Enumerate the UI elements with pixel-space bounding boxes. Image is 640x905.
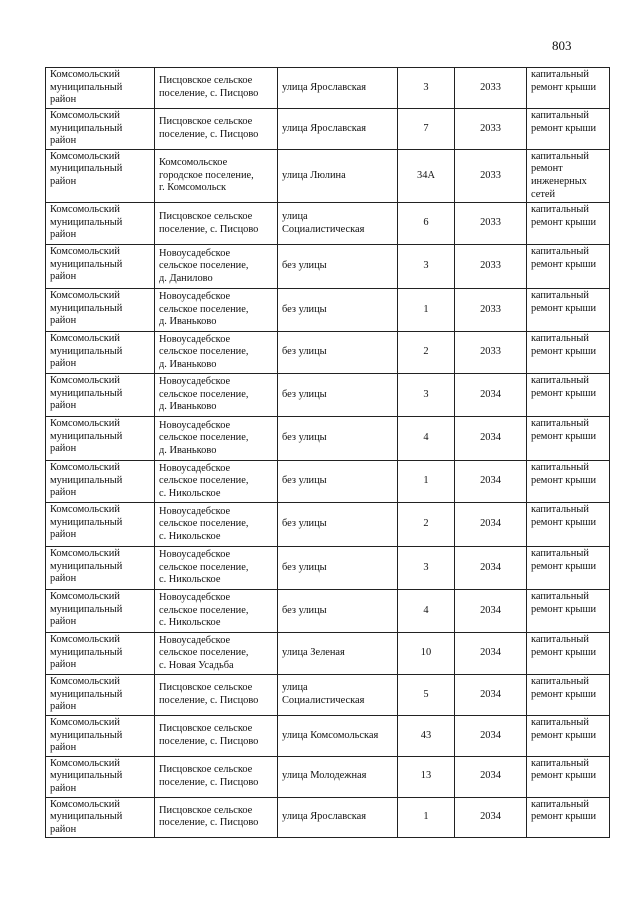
year-cell (455, 149, 527, 202)
street-cell (278, 461, 398, 503)
work-type-cell-text: капитальный ремонт крыши (531, 333, 597, 357)
year-cell-text: 2034 (480, 518, 501, 530)
street-cell (278, 109, 398, 150)
work-type-cell-text: капитальный ремонт крыши (531, 634, 597, 658)
year-cell (455, 590, 527, 633)
year-cell-text: 2033 (480, 169, 501, 181)
district-cell (46, 374, 155, 417)
house-number-cell-text: 2 (423, 518, 429, 530)
work-type-cell-text: капитальный ремонт крыши (531, 110, 597, 134)
house-number-cell (398, 417, 455, 461)
year-cell (455, 332, 527, 374)
settlement-cell (155, 756, 278, 797)
year-cell (455, 289, 527, 332)
settlement-cell (155, 289, 278, 332)
settlement-cell-text: Новоусадебское сельское поселение, с. Никольское (159, 505, 249, 542)
house-number-cell-text: 2 (423, 346, 429, 358)
work-type-cell (527, 149, 610, 202)
table-row (46, 203, 610, 245)
year-cell-text: 2033 (480, 346, 501, 358)
work-type-cell (527, 715, 610, 756)
district-cell-text: Комсомольский муниципальный район (50, 418, 123, 455)
settlement-cell-text: Писцовское сельское поселение, с. Писцово (159, 75, 259, 99)
street-cell-text: улица Ярославская (282, 122, 366, 134)
work-type-cell (527, 590, 610, 633)
street-cell (278, 149, 398, 202)
year-cell (455, 633, 527, 675)
district-cell (46, 68, 155, 109)
district-cell (46, 715, 155, 756)
street-cell (278, 756, 398, 797)
year-cell (455, 797, 527, 838)
district-cell (46, 417, 155, 461)
settlement-cell (155, 797, 278, 838)
street-cell-text: без улицы (282, 518, 327, 530)
settlement-cell (155, 109, 278, 150)
house-number-cell-text: 10 (420, 647, 432, 659)
work-type-cell (527, 797, 610, 838)
house-number-cell (398, 245, 455, 289)
house-number-cell-text: 5 (423, 688, 429, 700)
settlement-cell (155, 245, 278, 289)
street-cell (278, 417, 398, 461)
district-cell (46, 461, 155, 503)
year-cell-text: 2033 (480, 122, 501, 134)
work-type-cell (527, 203, 610, 245)
house-number-cell-text: 3 (423, 388, 429, 400)
year-cell-text: 2034 (480, 688, 501, 700)
settlement-cell-text: Писцовское сельское поселение, с. Писцово (159, 764, 259, 788)
house-number-cell (398, 374, 455, 417)
table-row (46, 332, 610, 374)
street-cell-text: без улицы (282, 346, 327, 358)
year-cell-text: 2034 (480, 432, 501, 444)
house-number-cell-text: 3 (423, 81, 429, 93)
district-cell-text: Комсомольский муниципальный район (50, 757, 123, 794)
district-cell (46, 756, 155, 797)
street-cell-text: без улицы (282, 388, 327, 400)
street-cell (278, 797, 398, 838)
table-row (46, 149, 610, 202)
year-cell (455, 675, 527, 716)
district-cell-text: Комсомольский муниципальный район (50, 69, 123, 106)
page-number: 803 (552, 38, 572, 53)
year-cell (455, 461, 527, 503)
street-cell-text: улица Ярославская (282, 811, 366, 823)
work-type-cell (527, 68, 610, 109)
work-type-cell-text: капитальный ремонт крыши (531, 418, 597, 442)
street-cell (278, 503, 398, 547)
work-type-cell-text: капитальный ремонт крыши (531, 246, 597, 270)
district-cell (46, 203, 155, 245)
house-number-cell (398, 797, 455, 838)
year-cell-text: 2033 (480, 303, 501, 315)
table-row (46, 461, 610, 503)
street-cell-text: улица Социалистическая (282, 211, 365, 235)
year-cell (455, 547, 527, 590)
district-cell (46, 289, 155, 332)
street-cell (278, 715, 398, 756)
year-cell (455, 715, 527, 756)
table-row (46, 289, 610, 332)
street-cell-text: улица Молодежная (282, 770, 367, 782)
housing-repair-table (45, 67, 610, 838)
district-cell-text: Комсомольский муниципальный район (50, 591, 123, 628)
district-cell-text: Комсомольский муниципальный район (50, 204, 123, 241)
settlement-cell-text: Новоусадебское сельское поселение, д. Данилово (159, 247, 249, 284)
settlement-cell-text: Новоусадебское сельское поселение, д. Иваньково (159, 376, 249, 413)
table-row (46, 756, 610, 797)
year-cell (455, 374, 527, 417)
work-type-cell (527, 461, 610, 503)
table-row (46, 109, 610, 150)
work-type-cell (527, 417, 610, 461)
work-type-cell-text: капитальный ремонт крыши (531, 462, 597, 486)
table-row (46, 590, 610, 633)
house-number-cell (398, 547, 455, 590)
settlement-cell (155, 461, 278, 503)
settlement-cell-text: Новоусадебское сельское поселение, с. Никольское (159, 592, 249, 629)
district-cell-text: Комсомольский муниципальный район (50, 333, 123, 370)
table-row (46, 797, 610, 838)
district-cell (46, 109, 155, 150)
year-cell-text: 2034 (480, 770, 501, 782)
district-cell-text: Комсомольский муниципальный район (50, 375, 123, 412)
table-row (46, 547, 610, 590)
year-cell (455, 245, 527, 289)
house-number-cell (398, 68, 455, 109)
work-type-cell-text: капитальный ремонт крыши (531, 204, 597, 228)
district-cell-text: Комсомольский муниципальный район (50, 548, 123, 585)
year-cell-text: 2034 (480, 647, 501, 659)
street-cell-text: улица Люлина (282, 169, 346, 181)
year-cell-text: 2033 (480, 81, 501, 93)
year-cell (455, 503, 527, 547)
year-cell-text: 2033 (480, 260, 501, 272)
year-cell-text: 2034 (480, 729, 501, 741)
table-body (46, 68, 610, 838)
house-number-cell-text: 4 (423, 432, 429, 444)
street-cell (278, 590, 398, 633)
house-number-cell (398, 289, 455, 332)
district-cell-text: Комсомольский муниципальный район (50, 716, 123, 754)
house-number-cell-text: 1 (423, 475, 429, 487)
house-number-cell (398, 461, 455, 503)
district-cell-text: Комсомольский муниципальный район (50, 150, 123, 187)
table-row (46, 417, 610, 461)
settlement-cell-text: Комсомольское городское поселение, г. Комсомольск (159, 157, 254, 194)
work-type-cell (527, 374, 610, 417)
work-type-cell (527, 633, 610, 675)
work-type-cell-text: капитальный ремонт крыши (531, 548, 597, 572)
district-cell-text: Комсомольский муниципальный район (50, 246, 123, 283)
year-cell (455, 417, 527, 461)
street-cell-text: без улицы (282, 561, 327, 573)
house-number-cell-text: 6 (423, 217, 429, 229)
work-type-cell-text: капитальный ремонт крыши (531, 716, 597, 741)
house-number-cell (398, 332, 455, 374)
district-cell-text: Комсомольский муниципальный район (50, 634, 123, 671)
street-cell-text: без улицы (282, 475, 327, 487)
settlement-cell (155, 68, 278, 109)
work-type-cell (527, 675, 610, 716)
district-cell-text: Комсомольский муниципальный район (50, 110, 123, 147)
street-cell-text: без улицы (282, 260, 327, 272)
house-number-cell (398, 109, 455, 150)
year-cell-text: 2034 (480, 811, 501, 823)
district-cell (46, 332, 155, 374)
street-cell (278, 633, 398, 675)
year-cell (455, 756, 527, 797)
work-type-cell-text: капитальный ремонт крыши (531, 676, 597, 700)
house-number-cell-text: 7 (423, 122, 429, 134)
table-row (46, 715, 610, 756)
street-cell-text: улица Зеленая (282, 647, 345, 659)
street-cell (278, 547, 398, 590)
district-cell-text: Комсомольский муниципальный район (50, 504, 123, 541)
street-cell-text: без улицы (282, 604, 327, 616)
work-type-cell-text: капитальный ремонт крыши (531, 290, 597, 314)
street-cell (278, 245, 398, 289)
district-cell (46, 675, 155, 716)
house-number-cell (398, 675, 455, 716)
settlement-cell (155, 332, 278, 374)
year-cell-text: 2033 (480, 217, 501, 229)
table-row (46, 374, 610, 417)
house-number-cell (398, 503, 455, 547)
settlement-cell (155, 590, 278, 633)
district-cell (46, 590, 155, 633)
settlement-cell (155, 715, 278, 756)
street-cell (278, 374, 398, 417)
year-cell-text: 2034 (480, 561, 501, 573)
settlement-cell-text: Новоусадебское сельское поселение, с. Никольское (159, 462, 249, 499)
house-number-cell-text: 34А (417, 169, 435, 181)
table-row (46, 503, 610, 547)
work-type-cell-text: капитальный ремонт инженерных сетей (531, 150, 589, 200)
settlement-cell (155, 503, 278, 547)
settlement-cell-text: Новоусадебское сельское поселение, д. Иваньково (159, 333, 249, 370)
settlement-cell (155, 203, 278, 245)
work-type-cell-text: капитальный ремонт крыши (531, 798, 597, 823)
settlement-cell-text: Новоусадебское сельское поселение, д. Иваньково (159, 291, 249, 328)
table-row (46, 68, 610, 109)
settlement-cell-text: Писцовское сельское поселение, с. Писцово (159, 211, 259, 235)
work-type-cell (527, 332, 610, 374)
settlement-cell-text: Новоусадебское сельское поселение, с. Никольское (159, 549, 249, 586)
district-cell (46, 797, 155, 838)
district-cell (46, 633, 155, 675)
year-cell-text: 2034 (480, 475, 501, 487)
settlement-cell-text: Писцовское сельское поселение, с. Писцово (159, 116, 259, 140)
settlement-cell-text: Новоусадебское сельское поселение, с. Новая Усадьба (159, 634, 249, 671)
house-number-cell (398, 756, 455, 797)
settlement-cell (155, 374, 278, 417)
year-cell-text: 2034 (480, 388, 501, 400)
house-number-cell-text: 3 (423, 561, 429, 573)
table-row (46, 633, 610, 675)
year-cell-text: 2034 (480, 604, 501, 616)
work-type-cell (527, 547, 610, 590)
house-number-cell (398, 633, 455, 675)
work-type-cell (527, 289, 610, 332)
work-type-cell (527, 503, 610, 547)
house-number-cell-text: 13 (420, 770, 432, 782)
district-cell (46, 245, 155, 289)
district-cell (46, 503, 155, 547)
settlement-cell (155, 547, 278, 590)
district-cell-text: Комсомольский муниципальный район (50, 290, 123, 327)
settlement-cell (155, 417, 278, 461)
year-cell (455, 68, 527, 109)
street-cell (278, 675, 398, 716)
table-row (46, 245, 610, 289)
house-number-cell-text: 1 (423, 811, 429, 823)
work-type-cell (527, 109, 610, 150)
work-type-cell (527, 245, 610, 289)
house-number-cell (398, 715, 455, 756)
settlement-cell (155, 149, 278, 202)
settlement-cell-text: Писцовское сельское поселение, с. Писцово (159, 723, 259, 747)
street-cell-text: без улицы (282, 432, 327, 444)
street-cell (278, 203, 398, 245)
house-number-cell-text: 43 (420, 729, 432, 741)
work-type-cell-text: капитальный ремонт крыши (531, 69, 597, 93)
street-cell (278, 289, 398, 332)
street-cell (278, 68, 398, 109)
year-cell (455, 109, 527, 150)
district-cell-text: Комсомольский муниципальный район (50, 676, 123, 713)
house-number-cell (398, 149, 455, 202)
house-number-cell-text: 1 (423, 303, 429, 315)
district-cell (46, 547, 155, 590)
district-cell-text: Комсомольский муниципальный район (50, 462, 123, 499)
district-cell-text: Комсомольский муниципальный район (50, 798, 123, 835)
house-number-cell-text: 3 (423, 260, 429, 272)
work-type-cell-text: капитальный ремонт крыши (531, 375, 597, 399)
district-cell (46, 149, 155, 202)
street-cell (278, 332, 398, 374)
settlement-cell-text: Писцовское сельское поселение, с. Писцово (159, 682, 259, 707)
settlement-cell-text: Новоусадебское сельское поселение, д. Иваньково (159, 419, 249, 456)
house-number-cell-text: 4 (423, 604, 429, 616)
street-cell-text: улица Ярославская (282, 81, 366, 93)
work-type-cell (527, 756, 610, 797)
work-type-cell-text: капитальный ремонт крыши (531, 504, 597, 528)
house-number-cell (398, 203, 455, 245)
settlement-cell (155, 675, 278, 716)
street-cell-text: улица Комсомольская (282, 729, 379, 741)
year-cell (455, 203, 527, 245)
street-cell-text: улица Социалистическая (282, 682, 365, 707)
settlement-cell (155, 633, 278, 675)
street-cell-text: без улицы (282, 303, 327, 315)
table-row (46, 675, 610, 716)
work-type-cell-text: капитальный ремонт крыши (531, 757, 597, 782)
house-number-cell (398, 590, 455, 633)
settlement-cell-text: Писцовское сельское поселение, с. Писцово (159, 804, 259, 829)
work-type-cell-text: капитальный ремонт крыши (531, 591, 597, 615)
